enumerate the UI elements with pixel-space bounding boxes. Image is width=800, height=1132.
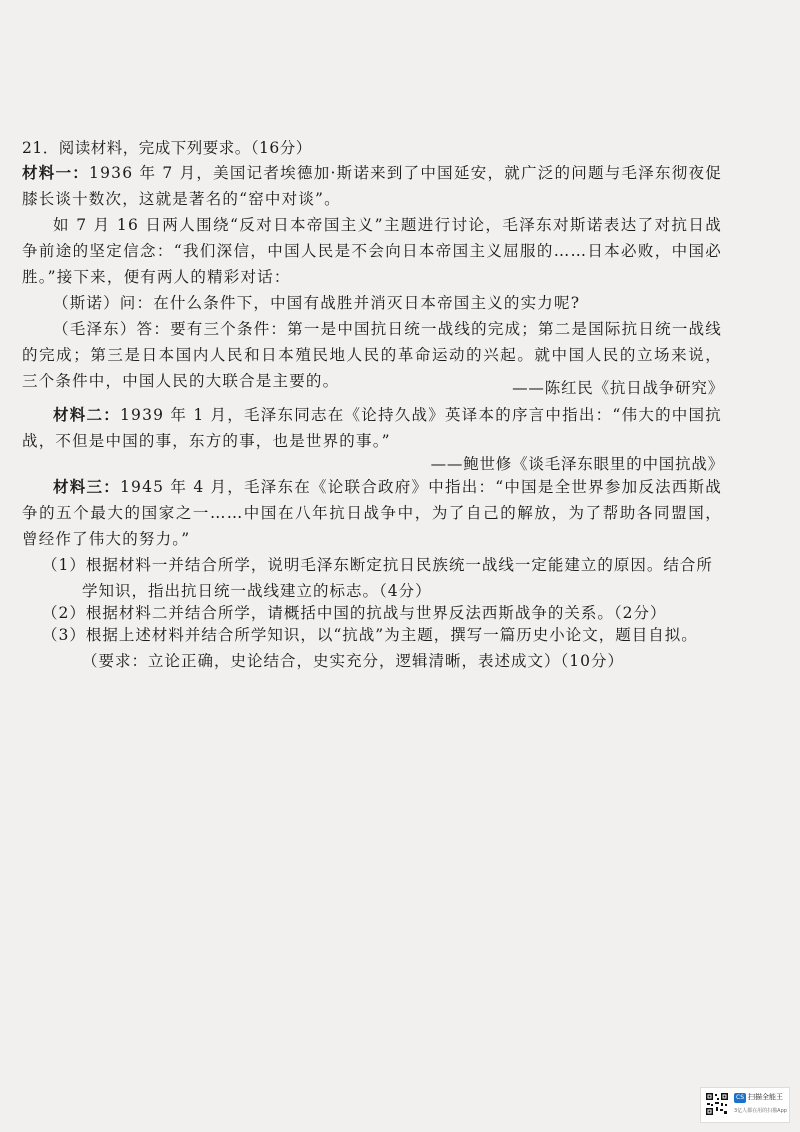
- material1-paragraph3: （斯诺）问：在什么条件下，中国有战胜并消灭日本帝国主义的实力呢?: [53, 294, 581, 312]
- subquestion-2: （2）根据材料二并结合所学，请概括中国的抗战与世界反法西斯战争的关系。（2分）: [42, 604, 667, 622]
- material3-label: 材料三：: [53, 477, 120, 496]
- material2-text: 1939 年 1 月，毛泽东同志在《论持久战》英译本的序言中指出：“伟大的中国抗战，不但是中国的事，东方的事，也是世界的事。”: [22, 406, 722, 450]
- material1-paragraph1: [22, 160, 722, 212]
- material1-paragraph2: 如 7 月 16 日两人围绕“反对日本帝国主义”主题进行讨论，毛泽东对斯诺表达了对抗日战争前途的坚定信念：“我们深信，中国人民是不会向日本帝国主义屈服的……日本必败，中国必胜。”接下来，便有两人的精彩对话：: [22, 216, 722, 286]
- material2-source: ——鲍世修《谈毛泽东眼里的中国抗战》: [430, 455, 724, 473]
- material1-label: 材料一：: [22, 163, 90, 182]
- cs-badge: CS: [736, 1094, 744, 1101]
- subquestion-3: （3）根据上述材料并结合所学知识，以“抗战”为主题，撰写一篇历史小论文，题目自拟。（要求：立论正确，史论结合，史实充分，逻辑清晰，表述成文）（10分）: [42, 626, 698, 670]
- scanner-app-name: 扫描全能王: [748, 1093, 783, 1101]
- scanner-app-tagline: 3亿人都在用的扫描App: [734, 1108, 787, 1114]
- material1-text1: 1936 年 7 月，美国记者埃德加·斯诺来到了中国延安，就广泛的问题与毛泽东彻夜促膝长谈十数次，这就是著名的“窑中对谈”。: [22, 164, 722, 208]
- scanner-watermark: [700, 1087, 790, 1123]
- question-title: 21．阅读材料，完成下列要求。（16分）: [22, 139, 312, 157]
- material1-source: ——陈红民《抗日战争研究》: [512, 379, 724, 397]
- material3-text: 1945 年 4 月，毛泽东在《论联合政府》中指出：“中国是全世界参加反法西斯战争的五个最大的国家之一……中国在八年抗日战争中，为了自己的解放，为了帮助各同盟国，曾经作了伟大的努力。”: [22, 478, 722, 548]
- material1-paragraph4: （毛泽东）答：要有三个条件：第一是中国抗日统一战线的完成；第二是国际抗日统一战线的完成；第三是日本国内人民和日本殖民地人民的革命运动的兴起。就中国人民的立场来说，三个条件中，中国人民的大联合是主要的。: [22, 320, 722, 390]
- qr-code-icon: [705, 1092, 729, 1116]
- material3-paragraph: [22, 474, 722, 552]
- material2-label: 材料二：: [53, 405, 120, 424]
- subquestion-1: （1）根据材料一并结合所学，说明毛泽东断定抗日民族统一战线一定能建立的原因。结合所学知识，指出抗日统一战线建立的标志。（4分）: [42, 556, 713, 600]
- material2-paragraph: [22, 402, 722, 454]
